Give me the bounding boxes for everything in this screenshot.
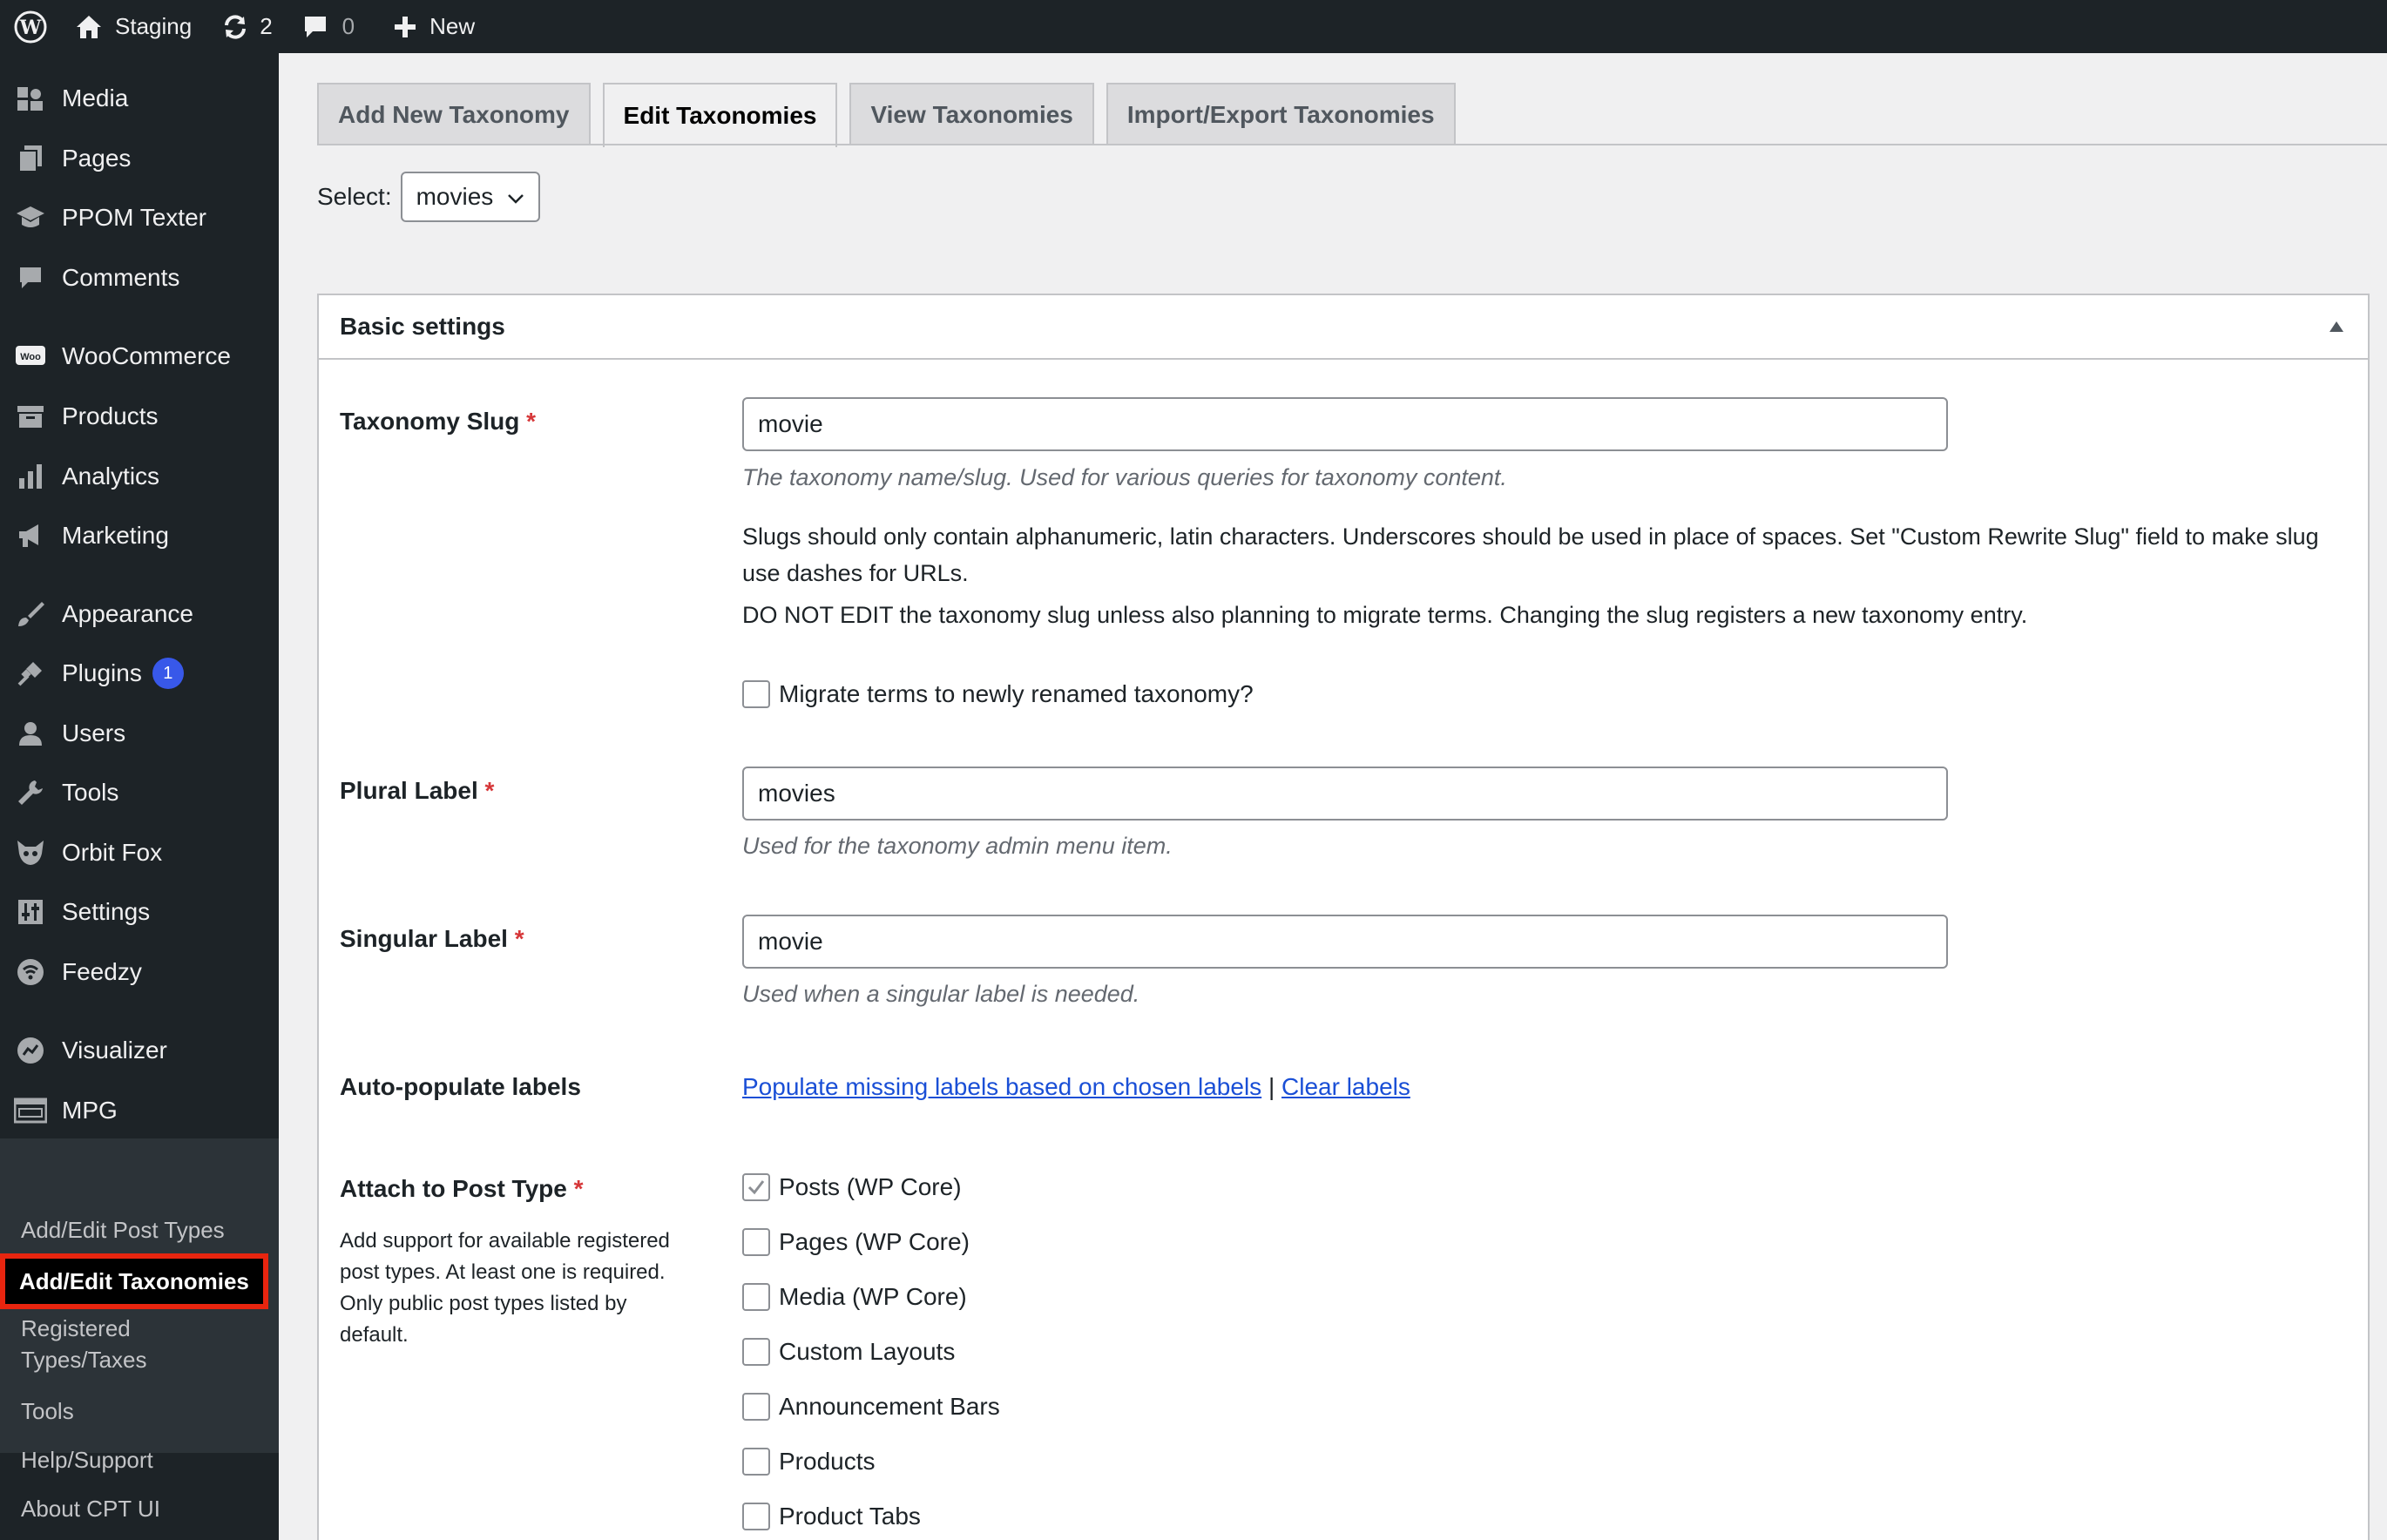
menu-label: Users xyxy=(62,719,126,746)
megaphone-icon xyxy=(13,518,48,553)
panel-header[interactable] xyxy=(319,295,2368,360)
custom-layouts-checkbox[interactable] xyxy=(742,1338,770,1366)
chevron-down-icon xyxy=(507,183,524,211)
populate-labels-link[interactable]: Populate missing labels based on chosen labels xyxy=(742,1073,1262,1100)
option-label: Product Tabs xyxy=(779,1503,921,1530)
menu-label: Tools xyxy=(62,779,119,806)
main-content xyxy=(279,53,2387,1540)
plug-icon xyxy=(13,656,48,691)
menu-label: Orbit Fox xyxy=(62,839,163,866)
menu-label: Media xyxy=(62,84,129,111)
menu-woocommerce[interactable] xyxy=(0,327,279,386)
bar-chart-icon xyxy=(13,459,48,494)
menu-label: Feedzy xyxy=(62,958,142,985)
singular-label-hint: Used when a singular label is needed. xyxy=(742,981,1140,1007)
option-label: Posts (WP Core) xyxy=(779,1173,962,1200)
product-tabs-checkbox[interactable] xyxy=(742,1503,770,1530)
plus-icon xyxy=(393,15,417,39)
announcement-bars-checkbox[interactable] xyxy=(742,1393,770,1421)
menu-mpg[interactable] xyxy=(0,1081,279,1140)
links-separator: | xyxy=(1268,1073,1275,1100)
taxonomy-slug-note: Slugs should only contain alphanumeric, latin characters. Underscores should be used in place of spaces. Set "Custom Rewrite Slug" field to make slug use dashes for URLs. xyxy=(742,523,2319,586)
plural-label-input[interactable]: movies xyxy=(742,767,1948,821)
taxonomy-slug-input[interactable]: movie xyxy=(742,397,1948,451)
panel-title: Basic settings xyxy=(340,313,505,340)
select-label: Select: xyxy=(317,183,392,210)
menu-label: Settings xyxy=(62,898,151,925)
pages-icon xyxy=(13,141,48,176)
auto-populate-label: Auto-populate labels xyxy=(340,1073,581,1100)
tab-view-taxonomies[interactable]: View Taxonomies xyxy=(849,83,1093,145)
attach-post-type-label: Attach to Post Type * xyxy=(340,1175,584,1202)
post-type-option xyxy=(742,1393,1000,1421)
menu-ppom-texter[interactable] xyxy=(0,188,279,247)
woocommerce-icon xyxy=(13,339,48,374)
menu-label: Visualizer xyxy=(62,1037,167,1064)
submenu-registered-types-taxes[interactable]: Registered Types/Taxes xyxy=(21,1315,147,1373)
sliders-icon xyxy=(13,895,48,929)
post-type-option xyxy=(742,1503,921,1530)
home-icon xyxy=(75,14,103,40)
taxonomy-select[interactable] xyxy=(401,172,540,222)
menu-plugins[interactable] xyxy=(0,644,279,703)
menu-label: MPG xyxy=(62,1097,118,1124)
select-value: movies xyxy=(416,183,494,210)
svg-text:W: W xyxy=(19,16,42,39)
menu-tools[interactable] xyxy=(0,763,279,822)
taxonomy-tabs xyxy=(317,83,1456,145)
tab-edit-taxonomies[interactable]: Edit Taxonomies xyxy=(603,83,838,147)
menu-label: WooCommerce xyxy=(62,342,231,369)
graduation-cap-icon xyxy=(13,200,48,235)
products-icon xyxy=(13,399,48,434)
products-checkbox[interactable] xyxy=(742,1448,770,1476)
tab-add-new-taxonomy[interactable]: Add New Taxonomy xyxy=(317,83,591,145)
menu-users[interactable] xyxy=(0,704,279,763)
rss-icon xyxy=(13,955,48,990)
tab-import-export-taxonomies[interactable]: Import/Export Taxonomies xyxy=(1106,83,1456,145)
menu-feedzy[interactable] xyxy=(0,942,279,1002)
migrate-terms-row xyxy=(742,680,1254,708)
site-name: Staging xyxy=(115,13,193,39)
submenu-add-edit-taxonomies[interactable]: Add/Edit Taxonomies xyxy=(5,1259,263,1304)
menu-label: Plugins xyxy=(62,659,142,686)
post-type-option xyxy=(742,1283,967,1311)
updates-link[interactable] xyxy=(221,0,272,53)
taxonomy-slug-hint: The taxonomy name/slug. Used for various queries for taxonomy content. xyxy=(742,464,1507,490)
menu-media[interactable] xyxy=(0,69,279,128)
comment-bubble-icon xyxy=(302,14,328,40)
taxonomy-select-row xyxy=(317,172,540,222)
admin-bar xyxy=(0,0,2387,53)
post-type-option xyxy=(742,1228,970,1256)
mpg-icon xyxy=(13,1093,48,1128)
menu-label: Appearance xyxy=(62,600,194,627)
chart-circle-icon xyxy=(13,1033,48,1068)
wordpress-logo-icon[interactable] xyxy=(0,0,61,53)
menu-pages[interactable] xyxy=(0,129,279,188)
option-label: Products xyxy=(779,1448,876,1475)
admin-sidebar xyxy=(0,53,279,1540)
menu-appearance[interactable] xyxy=(0,584,279,644)
migrate-terms-checkbox[interactable] xyxy=(742,680,770,708)
singular-label-label: Singular Label * xyxy=(340,925,524,952)
menu-marketing[interactable] xyxy=(0,506,279,565)
site-name-link[interactable] xyxy=(75,0,192,53)
tabs-divider xyxy=(317,144,2387,145)
post-type-option xyxy=(742,1338,955,1366)
option-label: Pages (WP Core) xyxy=(779,1228,970,1255)
menu-orbit-fox[interactable] xyxy=(0,823,279,882)
option-label: Announcement Bars xyxy=(779,1393,1000,1420)
auto-populate-links xyxy=(742,1073,1410,1101)
menu-label: Pages xyxy=(62,145,132,172)
comments-link[interactable] xyxy=(302,0,355,53)
menu-products[interactable] xyxy=(0,387,279,446)
option-label: Custom Layouts xyxy=(779,1338,956,1365)
submenu-add-edit-post-types[interactable]: Add/Edit Post Types xyxy=(21,1217,225,1243)
collapse-arrow-icon[interactable] xyxy=(2330,321,2343,332)
option-label: Media (WP Core) xyxy=(779,1283,967,1310)
menu-label: Products xyxy=(62,402,159,429)
taxonomy-slug-label: Taxonomy Slug * xyxy=(340,408,537,435)
taxonomy-slug-warning: DO NOT EDIT the taxonomy slug unless also planning to migrate terms. Changing the slug registers a new taxonomy entry. xyxy=(742,602,2028,628)
user-icon xyxy=(13,716,48,751)
pages-checkbox[interactable] xyxy=(742,1228,770,1256)
attach-post-type-description: Add support for available registered post types. At least one is required. Only public post types listed by default. xyxy=(340,1229,670,1347)
menu-label: Comments xyxy=(62,264,180,291)
menu-comments[interactable] xyxy=(0,248,279,307)
comments-count: 0 xyxy=(341,13,355,39)
submenu-tools[interactable]: Tools xyxy=(21,1398,74,1424)
menu-visualizer[interactable] xyxy=(0,1021,279,1080)
menu-label: Analytics xyxy=(62,463,160,490)
plural-label-label: Plural Label * xyxy=(340,777,495,804)
post-type-option xyxy=(742,1173,962,1201)
singular-label-input[interactable]: movie xyxy=(742,915,1948,969)
new-content-link[interactable] xyxy=(393,0,475,53)
new-label: New xyxy=(429,13,476,39)
svg-text:Woo: Woo xyxy=(20,352,41,362)
plugins-update-badge: 1 xyxy=(152,658,184,689)
menu-settings[interactable] xyxy=(0,882,279,942)
menu-label: Marketing xyxy=(62,522,169,549)
post-type-option xyxy=(742,1448,876,1476)
updates-count: 2 xyxy=(260,13,273,39)
plural-label-hint: Used for the taxonomy admin menu item. xyxy=(742,833,1173,859)
submenu-help-support[interactable]: Help/Support xyxy=(21,1447,153,1473)
checkmark-icon xyxy=(746,1177,767,1198)
paintbrush-icon xyxy=(13,597,48,632)
fox-icon xyxy=(13,835,48,870)
menu-label: PPOM Texter xyxy=(62,204,206,231)
migrate-terms-label: Migrate terms to newly renamed taxonomy? xyxy=(779,680,1254,707)
media-icon xyxy=(13,81,48,116)
refresh-icon xyxy=(221,13,249,41)
wrench-icon xyxy=(13,775,48,810)
media-checkbox[interactable] xyxy=(742,1283,770,1311)
posts-checkbox[interactable] xyxy=(742,1173,770,1201)
menu-analytics[interactable] xyxy=(0,447,279,506)
clear-labels-link[interactable]: Clear labels xyxy=(1281,1073,1410,1100)
basic-settings-panel xyxy=(317,294,2370,1540)
submenu-about-cpt-ui[interactable]: About CPT UI xyxy=(21,1496,160,1522)
comment-icon xyxy=(13,260,48,295)
